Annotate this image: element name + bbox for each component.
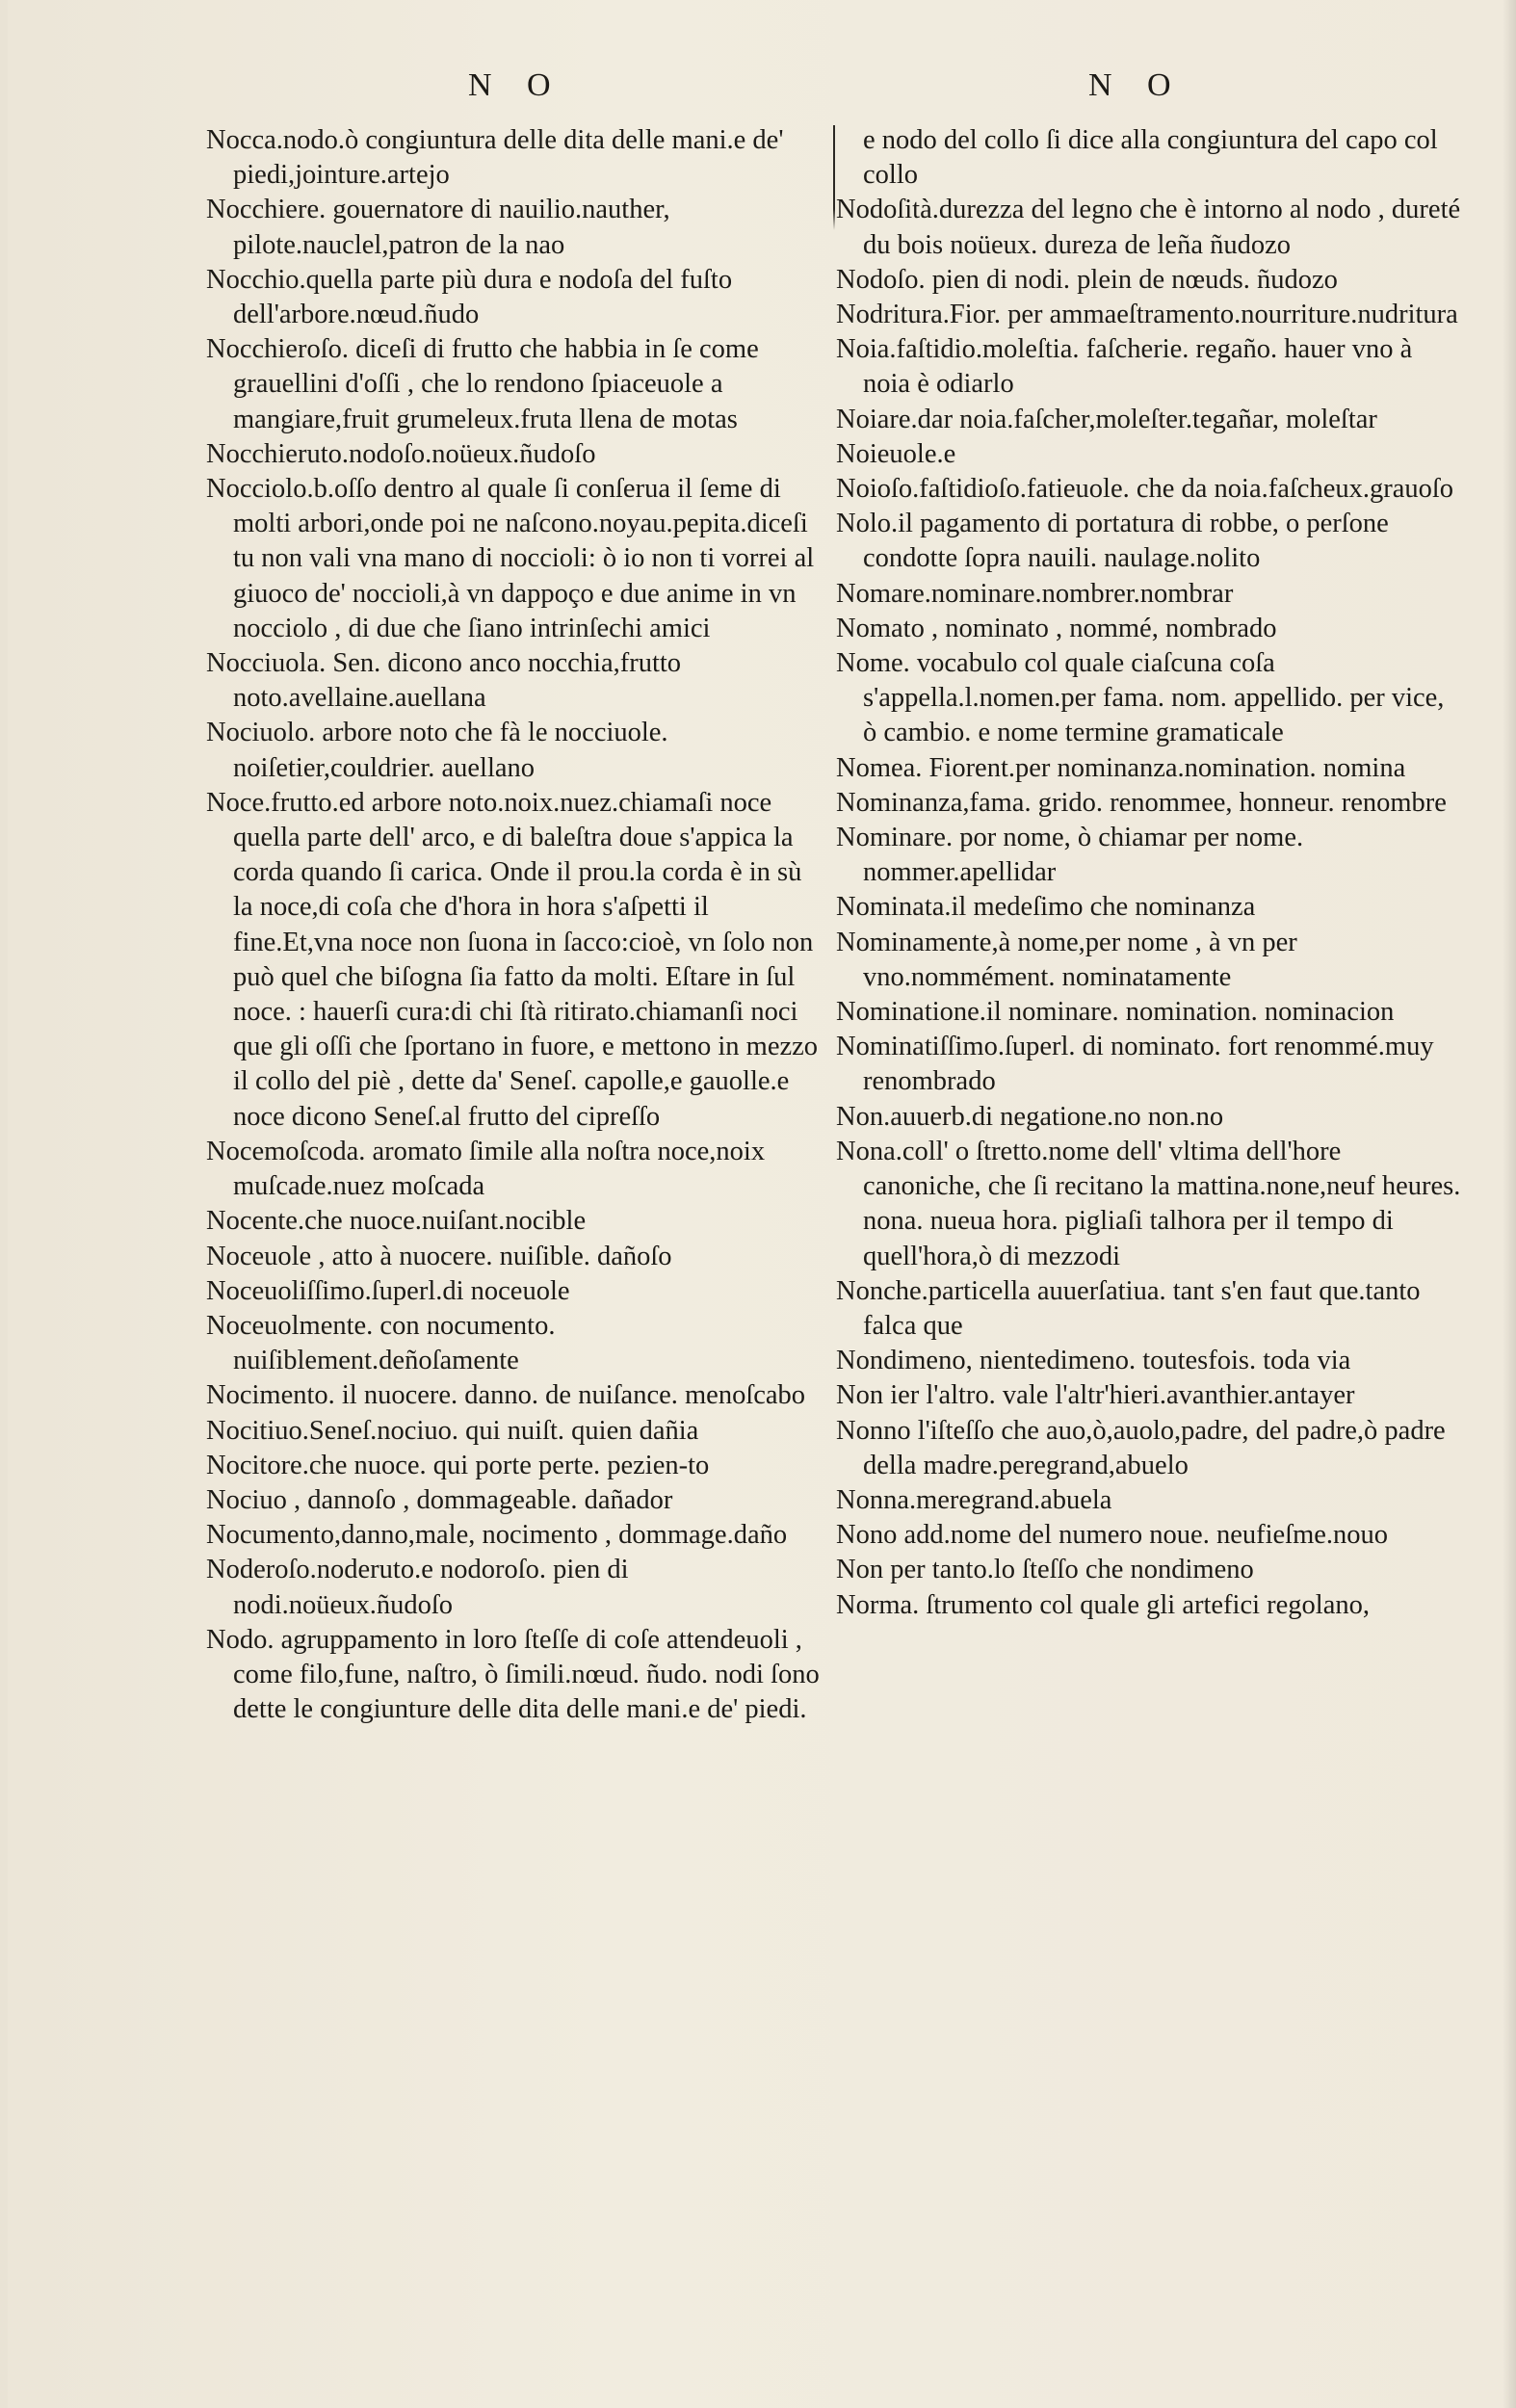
entry: Nominamente,à nome,per nome , à vn per vno.nommément. nominatamente xyxy=(836,927,1297,992)
entry: Noia.faſtidio.moleſtia. faſcherie. regaño. hauer vno à noia è odiarlo xyxy=(836,334,1413,400)
entry: Nocchio.quella parte più dura e nodoſa del fuſto dell'arbore.nœud.ñudo xyxy=(206,264,733,330)
entry: Nomare.nominare.nombrer.nombrar xyxy=(836,578,1234,609)
entry: Nolo.il pagamento di portatura di robbe, o perſone condotte ſopra nauili. naulage.nolito xyxy=(836,509,1389,574)
entry: Nomato , nominato , nommé, nombrado xyxy=(836,613,1277,643)
entry: Noce.frutto.ed arbore noto.noix.nuez.chiamaſi noce quella parte dell' arco, e di baleſtra doue s'appica la corda quando ſi carica. Onde il prou.la corda è in sù la noce,di coſa che d'hora in hora s'aſpetti il fine.Et,vna noce non ſuona in ſacco:cioè, vn ſolo non può quel che biſogna ſia fatto da molti. Eſtare in ſul noce. : hauerſi cura:di chi ſtà ritirato.chiamanſi noci que gli oſſi che ſportano in fuore, e mettono in mezzo il collo del piè , dette da' Seneſ. capolle,e gauolle.e noce dicono Seneſ.al frutto del cipreſſo xyxy=(206,787,819,1132)
entry: Non.auuerb.di negatione.no non.no xyxy=(836,1101,1224,1132)
entry: Nona.coll' o ſtretto.nome dell' vltima dell'hore canoniche, che ſi recitano la mattina.none,neuf heures. nona. nueua hora. pigliaſi talhora per il tempo di quell'hora,ò di mezzodi xyxy=(836,1136,1461,1271)
entry: Noiare.dar noia.faſcher,moleſter.tegañar, moleſtar xyxy=(836,404,1377,434)
entry: Nome. vocabulo col quale ciaſcuna coſa s'appella.l.nomen.per fama. nom. appellido. per vice, ò cambio. e nome termine gramaticale xyxy=(836,648,1445,748)
entry: Nocimento. il nuocere. danno. de nuiſance. menoſcabo xyxy=(206,1380,806,1411)
page-edge-shadow xyxy=(1503,0,1516,2408)
entry: Nocemoſcoda. aromato ſimile alla noſtra noce,noix muſcade.nuez moſcada xyxy=(206,1136,766,1202)
entry: Nocca.nodo.ò congiuntura delle dita delle mani.e de' piedi,jointure.artejo xyxy=(206,125,784,191)
entry: Noderoſo.noderuto.e nodoroſo. pien di nodi.noüeux.ñudoſo xyxy=(206,1555,629,1620)
entry: Nocitore.che nuoce. qui porte perte. pezien-to xyxy=(206,1450,710,1480)
entry: Nominatiſſimo.ſuperl. di nominato. fort renommé.muy renombrado xyxy=(836,1032,1434,1097)
entry: Nociuolo. arbore noto che fà le nocciuole. noiſetier,couldrier. auellano xyxy=(206,718,668,783)
entry: Nominata.il medeſimo che nominanza xyxy=(836,892,1256,923)
right-column xyxy=(836,123,1464,1623)
entry: Nomea. Fiorent.per nominanza.nomination. nomina xyxy=(836,752,1406,783)
running-header-right: N O xyxy=(1088,67,1185,103)
entry: Nominanza,fama. grido. renommee, honneur. renombre xyxy=(836,787,1447,818)
entry: Nocchiere. gouernatore di nauilio.nauther, pilote.nauclel,patron de la nao xyxy=(206,195,670,260)
entry: Nodo. agruppamento in loro ſteſſe di coſe attendeuoli , come filo,fune, naſtro, ò ſimili.nœud. ñudo. nodi ſono dette le congiunture delle dita delle mani.e de' piedi. xyxy=(206,1624,820,1725)
entry: Nominare. por nome, ò chiamar per nome. nommer.apellidar xyxy=(836,823,1304,888)
entry: Nodoſo. pien di nodi. plein de nœuds. ñudozo xyxy=(836,264,1338,295)
entry: Non per tanto.lo ſteſſo che nondimeno xyxy=(836,1555,1254,1585)
entry: Nonno l'iſteſſo che auo,ò,auolo,padre, del padre,ò padre della madre.peregrand,abuelo xyxy=(836,1415,1446,1480)
running-header-left: N O xyxy=(468,67,564,103)
entry: Nono add.nome del numero noue. neufieſme.nouo xyxy=(836,1520,1389,1551)
entry: Nocchieroſo. diceſi di frutto che habbia in ſe come grauellini d'oſſi , che lo rendono ſpiaceuole a mangiare,fruit grumeleux.fruta llena de motas xyxy=(206,334,759,434)
entry: Noceuolmente. con nocumento. nuiſiblement.deñoſamente xyxy=(206,1310,556,1376)
entry: Nocchieruto.nodoſo.noüeux.ñudoſo xyxy=(206,438,596,469)
entry: Noioſo.faſtidioſo.fatieuole. che da noia.faſcheux.grauoſo xyxy=(836,474,1454,505)
entry: Noceuoliſſimo.ſuperl.di noceuole xyxy=(206,1275,570,1306)
entry: Nociuo , dannoſo , dommageable. dañador xyxy=(206,1484,673,1515)
entry: Nocciuola. Sen. dicono anco nocchia,frutto noto.avellaine.auellana xyxy=(206,648,682,714)
entry: Norma. ſtrumento col quale gli artefici regolano, xyxy=(836,1589,1370,1620)
entry: Nodritura.Fior. per ammaeſtramento.nourriture.nudritura xyxy=(836,300,1458,330)
entry: Noieuole.e xyxy=(836,438,956,469)
column-divider xyxy=(833,125,835,2225)
entry: Nonna.meregrand.abuela xyxy=(836,1484,1112,1515)
dictionary-page xyxy=(8,0,1516,2408)
entry: Nocciolo.b.oſſo dentro al quale ſi conſerua il ſeme di molti arbori,onde poi ne naſcono.noyau.pepita.diceſi tu non vali vna mano di noccioli: ò io non ti vorrei al giuoco de' noccioli,à vn dappoço e due anime in vn nocciolo , di due che ſiano intrinſechi amici xyxy=(206,474,815,643)
entry: Nocitiuo.Seneſ.nociuo. qui nuiſt. quien dañia xyxy=(206,1415,699,1446)
entry: Nominatione.il nominare. nomination. nominacion xyxy=(836,997,1395,1028)
entry: Noceuole , atto à nuocere. nuiſible. dañoſo xyxy=(206,1241,672,1271)
entry: Nondimeno, nientedimeno. toutesfois. toda via xyxy=(836,1346,1351,1376)
entry: Nocumento,danno,male, nocimento , dommage.daño xyxy=(206,1520,788,1551)
entry-continuation: e nodo del collo ſi dice alla congiuntura del capo col collo xyxy=(863,125,1438,191)
left-column xyxy=(206,123,828,1727)
entry: Non ier l'altro. vale l'altr'hieri.avanthier.antayer xyxy=(836,1380,1355,1411)
entry: Nodoſità.durezza del legno che è intorno al nodo , dureté du bois noüeux. dureza de leña ñudozo xyxy=(836,195,1461,260)
entry: Nocente.che nuoce.nuiſant.nocible xyxy=(206,1206,587,1237)
entry: Nonche.particella auuerſatiua. tant s'en faut que.tanto falca que xyxy=(836,1275,1421,1341)
